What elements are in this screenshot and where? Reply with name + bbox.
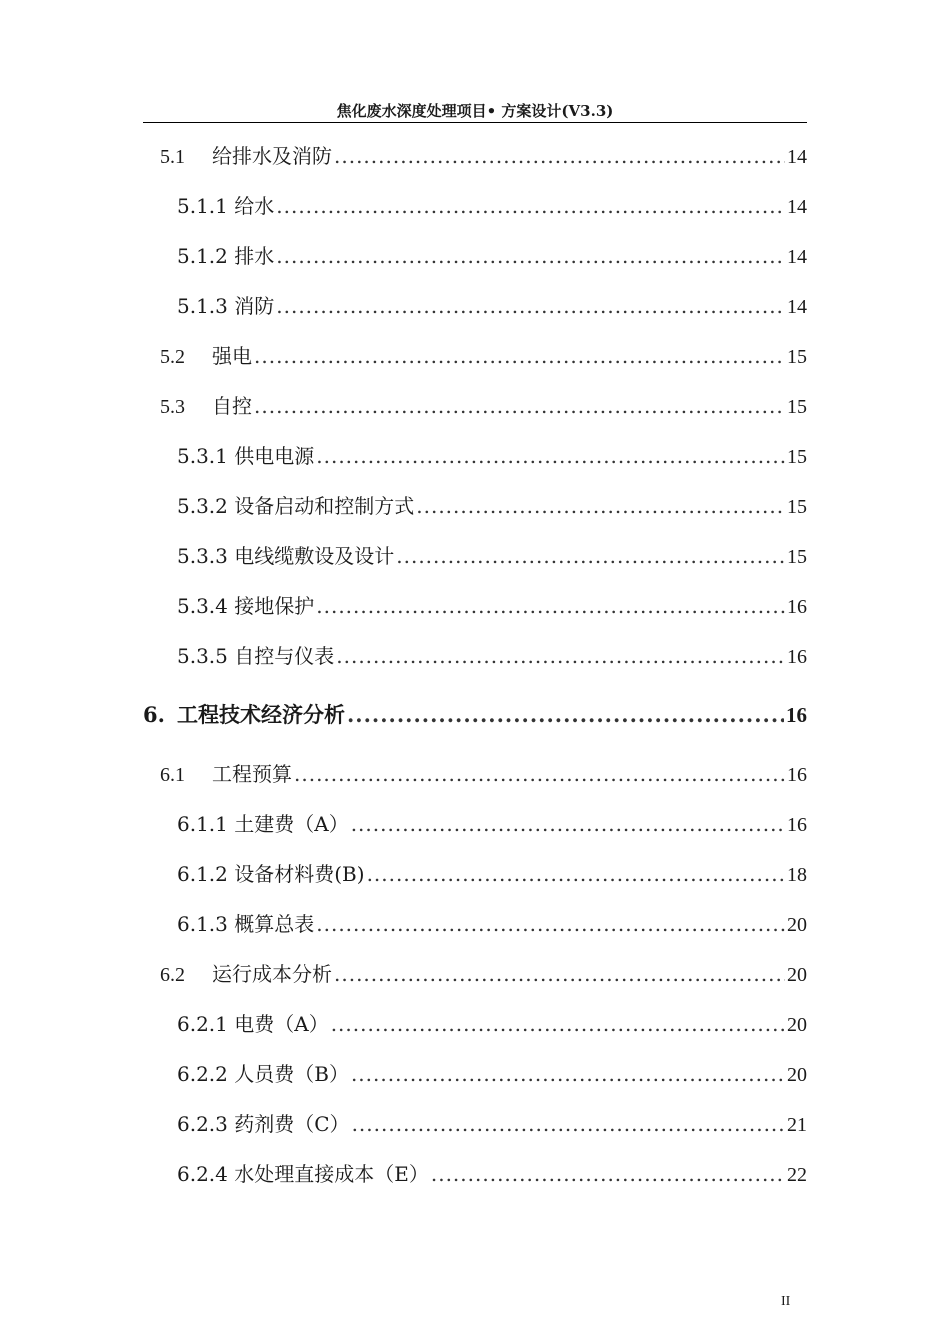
toc-entry-label xyxy=(177,641,334,671)
toc-dot-leader xyxy=(351,1059,785,1089)
toc-entry[interactable] xyxy=(177,491,807,521)
toc-entry-title: 设备启动和控制方式 xyxy=(234,494,415,518)
toc-entry-title: 排水 xyxy=(234,244,275,268)
toc-entry-page: 15 xyxy=(787,496,807,518)
toc-entry[interactable] xyxy=(177,859,807,889)
toc-dot-leader xyxy=(316,909,785,939)
toc-entry-number: 6. xyxy=(143,702,165,727)
toc-entry[interactable] xyxy=(160,341,807,371)
toc-entry-page: 20 xyxy=(787,914,807,936)
toc-entry-number: 5.3.2 xyxy=(177,494,228,518)
toc-entry-page: 22 xyxy=(787,1164,807,1186)
toc-entry-number: 6.1 xyxy=(160,764,185,786)
toc-entry-number: 6.2.1 xyxy=(177,1012,228,1036)
toc-entry-title: 工程技术经济分析 xyxy=(177,702,345,727)
toc-dot-leader xyxy=(367,859,785,889)
toc-dot-leader xyxy=(316,591,785,621)
toc-entry-number: 5.3.3 xyxy=(177,544,228,568)
toc-entry-number: 5.1.1 xyxy=(177,194,228,218)
toc-entry[interactable] xyxy=(177,191,807,221)
toc-entry[interactable] xyxy=(143,700,807,730)
toc-entry-number: 5.1.2 xyxy=(177,244,228,268)
toc-entry[interactable] xyxy=(177,241,807,271)
toc-entry-page: 14 xyxy=(787,296,807,318)
toc-dot-leader xyxy=(334,959,785,989)
toc-entry-page: 14 xyxy=(787,246,807,268)
toc-entry-title: 人员费（B） xyxy=(234,1062,349,1086)
toc-dot-leader xyxy=(334,141,785,171)
toc-entry[interactable] xyxy=(177,1159,807,1189)
toc-entry[interactable] xyxy=(177,809,807,839)
toc-entry-number: 5.2 xyxy=(160,346,185,368)
toc-entry-number: 6.1.1 xyxy=(177,812,228,836)
toc-dot-leader xyxy=(336,641,785,671)
toc-entry-page: 16 xyxy=(787,646,807,668)
toc-entry-label xyxy=(160,960,332,990)
toc-entry-label xyxy=(160,392,252,422)
toc-entry-title: 强电 xyxy=(212,346,252,368)
toc-entry-page: 16 xyxy=(787,764,807,786)
toc-entry-title: 电费（A） xyxy=(234,1012,329,1036)
toc-entry-number: 5.1.3 xyxy=(177,294,228,318)
toc-entry-number: 5.3 xyxy=(160,396,185,418)
page-header-title: 焦化废水深度处理项目• 方案设计(V3.3) xyxy=(336,102,614,120)
toc-entry-label xyxy=(177,1009,329,1039)
toc-entry-label xyxy=(177,591,314,621)
toc-entry-page: 15 xyxy=(787,346,807,368)
toc-entry-number: 5.3.4 xyxy=(177,594,228,618)
toc-dot-leader xyxy=(294,759,785,789)
toc-entry[interactable] xyxy=(177,641,807,671)
toc-entry-number: 6.2.4 xyxy=(177,1162,228,1186)
toc-entry[interactable] xyxy=(177,1059,807,1089)
toc-entry-title: 药剂费（C） xyxy=(234,1112,350,1136)
toc-entry-label xyxy=(177,1109,350,1139)
toc-entry-title: 电线缆敷设及设计 xyxy=(234,544,395,568)
toc-dot-leader xyxy=(352,1109,785,1139)
toc-entry-title: 土建费（A） xyxy=(234,812,349,836)
toc-dot-leader xyxy=(254,391,785,421)
toc-entry[interactable] xyxy=(160,759,807,789)
toc-dot-leader xyxy=(276,191,785,221)
toc-entry-page: 18 xyxy=(787,864,807,886)
toc-dot-leader xyxy=(347,700,784,730)
toc-entry-label xyxy=(177,441,314,471)
toc-entry-title: 自控与仪表 xyxy=(234,644,335,668)
toc-entry-page: 20 xyxy=(787,964,807,986)
toc-entry-page: 15 xyxy=(787,546,807,568)
toc-entry[interactable] xyxy=(177,1009,807,1039)
toc-entry-label xyxy=(177,1159,429,1189)
toc-entry-label xyxy=(177,809,349,839)
toc-dot-leader xyxy=(396,541,785,571)
toc-entry-number: 5.1 xyxy=(160,146,185,168)
toc-entry-page: 20 xyxy=(787,1014,807,1036)
toc-entry-number: 5.3.5 xyxy=(177,644,228,668)
toc-entry[interactable] xyxy=(177,441,807,471)
toc-entry-number: 6.1.2 xyxy=(177,862,228,886)
toc-entry-label xyxy=(177,1059,349,1089)
toc-entry-page: 21 xyxy=(787,1114,807,1136)
toc-entry-title: 供电电源 xyxy=(234,444,315,468)
toc-dot-leader xyxy=(316,441,785,471)
toc-entry-title: 水处理直接成本（E） xyxy=(234,1162,429,1186)
toc-entry-number: 6.1.3 xyxy=(177,912,228,936)
toc-entry-page: 14 xyxy=(787,196,807,218)
toc-entry[interactable] xyxy=(177,1109,807,1139)
toc-entry-number: 6.2 xyxy=(160,964,185,986)
toc-entry-label xyxy=(160,342,252,372)
toc-entry-page: 16 xyxy=(787,596,807,618)
toc-entry-label xyxy=(177,291,274,321)
toc-entry[interactable] xyxy=(177,291,807,321)
toc-entry-label xyxy=(143,700,345,730)
toc-dot-leader xyxy=(276,241,785,271)
toc-dot-leader xyxy=(351,809,785,839)
toc-dot-leader xyxy=(331,1009,785,1039)
toc-entry-number: 6.2.3 xyxy=(177,1112,228,1136)
toc-entry[interactable] xyxy=(177,909,807,939)
toc-entry-title: 接地保护 xyxy=(234,594,315,618)
toc-entry-label xyxy=(160,760,292,790)
toc-dot-leader xyxy=(276,291,785,321)
toc-entry[interactable] xyxy=(177,591,807,621)
toc-entry-page: 16 xyxy=(787,814,807,836)
toc-entry-title: 自控 xyxy=(212,396,252,418)
toc-entry-page: 15 xyxy=(787,446,807,468)
toc-entry-title: 概算总表 xyxy=(234,912,315,936)
toc-entry[interactable] xyxy=(160,141,807,171)
toc-entry-title: 设备材料费(B) xyxy=(234,862,365,886)
toc-entry-page: 20 xyxy=(787,1064,807,1086)
toc-dot-leader xyxy=(254,341,785,371)
toc-entry-label xyxy=(177,859,365,889)
toc-entry-number: 5.3.1 xyxy=(177,444,228,468)
toc-entry-page: 16 xyxy=(786,703,807,727)
toc-entry-number: 6.2.2 xyxy=(177,1062,228,1086)
toc-entry[interactable] xyxy=(177,541,807,571)
toc-dot-leader xyxy=(431,1159,785,1189)
toc-entry[interactable] xyxy=(160,959,807,989)
toc-entry-title: 工程预算 xyxy=(212,764,292,786)
toc-entry-label xyxy=(177,541,394,571)
toc-entry-title: 消防 xyxy=(234,294,275,318)
toc-entry-page: 15 xyxy=(787,396,807,418)
toc-entry-page: 14 xyxy=(787,146,807,168)
toc-dot-leader xyxy=(416,491,785,521)
page-number: II xyxy=(781,1294,791,1309)
toc-entry-label xyxy=(177,909,314,939)
toc-entry-label xyxy=(177,241,274,271)
toc-entry-label xyxy=(177,191,274,221)
toc-entry-label xyxy=(160,142,332,172)
toc-entry-title: 运行成本分析 xyxy=(212,964,332,986)
toc-entry-label xyxy=(177,491,414,521)
toc-entry-title: 给水 xyxy=(234,194,275,218)
toc-entry-title: 给排水及消防 xyxy=(212,146,332,168)
toc-entry[interactable] xyxy=(160,391,807,421)
